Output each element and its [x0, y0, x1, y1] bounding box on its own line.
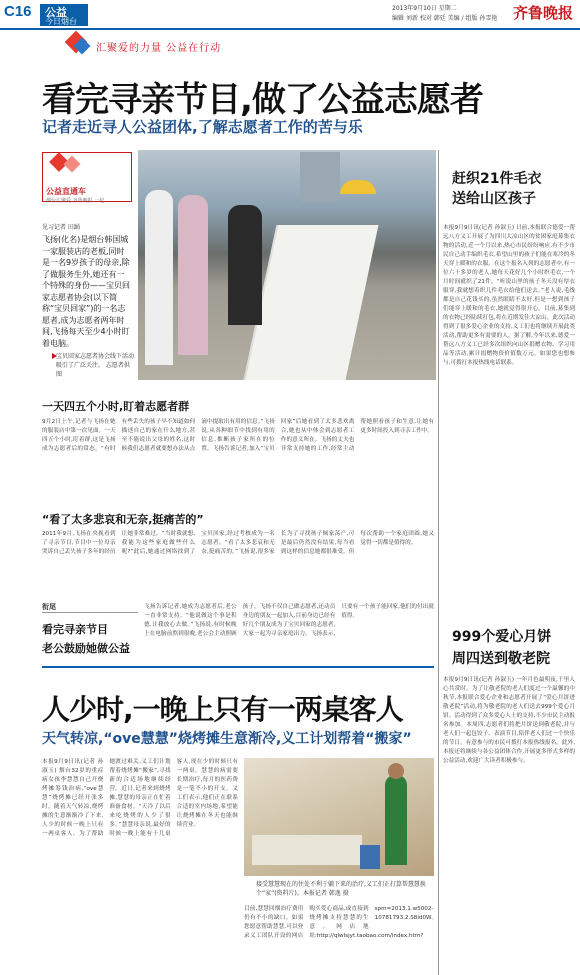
second-subheadline: 天气转凉,“ove慧慧”烧烤摊生意渐冷,义工计划帮着“搬家” — [42, 731, 412, 747]
column-divider — [438, 150, 439, 975]
right-headline: 周四送到敬老院 — [452, 651, 550, 667]
right-article-body: 本报9月9日讯(记者 孙淑玉) 日前,本报联合德爱一帮远八方义工开展了为四川大凉山区的贫困家庭募集衣物的活动,近一个月以来,热心市民纷纷响应,有不少市民自己动手编织毛衣,希望山里的孩子们能在寒冷的冬天穿上暖和的衣服。在这个报名入列的志愿者中,有一位六十多岁的老人,她每天花好几个小时织毛衣,一个月时间就织了21件。“听说山里的孩子冬天没有厚衣服穿,我就想着织几件毛衣给他们送去。”老人说,毛线都是自己花钱买的,虽然眼睛不太好,但是一想到孩子们能穿上暖和的毛衣,她就觉得很开心。目前,募集到的衣物已经陆续打包,将在近期发往大凉山。此次活动得到了很多爱心企业的支持,义工们也将继续开展此类活动,帮助更多有需要的人。据了解,今年以来,德爱一帮远八方义工已经多次组织向山区捐赠衣物、学习用品等活动,累计捐赠物资价值数万元。如果您也想参与,可拨打本报热线电话联系。 — [443, 225, 575, 366]
right-article-body: 本报9月9日讯(记者 孙淑玉) 一年月色最明夜,千里人心共赏时。为了让敬老院的老人们度过一个温馨的中秋节,本报联合爱心企业和志愿者开展了“爱心月饼进敬老院”活动,将为敬老院的老人们送去999个爱心月饼。活动得到了众多爱心人士的支持,不少市民主动报名参加。本周四,志愿者们将把月饼送到敬老院,并与老人们一起包饺子、表演节目,陪伴老人们过一个快乐的节日。有意参与的市民可拨打本报热线报名。此外,本报还将继续与各公益团体合作,开展更多形式多样的公益活动,欢迎广大读者积极参与。 — [443, 677, 575, 764]
section-title: 公益 — [45, 6, 67, 19]
story-divider — [42, 666, 434, 668]
lead-paragraph: 飞扬(化名)是烟台韩国城一家服装店的老板,同时是一名9岁孩子的母亲,除了做服务生外,她还有一个特殊的身份——宝贝回家志愿者协会(以下简称“宝贝回家”)的一名志愿者,成为志愿者两年时间,飞扬每天至少4小时盯着电脑。 — [42, 235, 130, 348]
photo-building — [300, 152, 340, 202]
section-heading: 一天四五个小时,盯着志愿者群 — [42, 400, 190, 413]
photo-person — [178, 195, 208, 355]
article-body: 2011年9月,飞扬在央视看到了寻亲节目,节目中一位母亲哭诉自己丢失孩子多年的经历让她非常难过。“当时我就想,我能为这些家庭做些什么呢?”此后,她通过网络找到了宝贝回家,经过考核成为一名志愿者。“看了太多悲哀和无奈,挺痛苦的。”飞扬说,很多家长为了寻找孩子倾家荡产,可是最后仍然没有结果,每当看到这样的信息她都很难受。但每次帮助一个家庭团圆,她又觉得一切都是值得的。 — [42, 531, 434, 555]
photo-caption: 宝贝回家志愿者协会线下活动吸引了广泛关注。 志愿者供图 — [56, 353, 135, 378]
editor-credits: 编辑 刘新 校对 韩廷 美编 / 组版 孙雪艳 — [392, 15, 498, 22]
second-headline: 人少时,一晚上只有一两桌客人 — [42, 693, 403, 726]
photo-caption: 接受慧慧现在的住处不利于躺下来的治疗,义工们正打算帮慧慧换个“家”(资料片)。本报记者 韩逸 摄 — [256, 881, 426, 897]
sidebar-headline: 看完寻亲节目 — [42, 623, 108, 636]
article-body: 9月2日上午,记者与飞扬在她的服装店中第一次见面。一天四五个小时,盯着群,这是飞扬成为志愿者后的常态。“有时有些丢失的孩子早不知道如何描述自己的家在什么地方,甚至不能说出父母的姓名,这时候我们志愿者就要想办法从点滴中提取出有用的信息。”飞扬说,从各种细节中找到有用的信息,推断孩子家所在的位置。飞扬告诉记者,加入“宝贝回家”后她看到了太多悲欢离合,她也从中体会到志愿者工作的意义所在。飞扬的丈夫也非常支持她的工作,经常主动帮她照看孩子和生意,让她有更多时间投入到寻亲工作中。 — [42, 419, 434, 452]
charity-logo-title: 公益直通车 — [46, 187, 86, 196]
section-heading: “看了太多悲哀和无奈,挺痛苦的” — [42, 513, 204, 526]
photo-child — [385, 775, 407, 865]
sidebar-tag: 衔尾 — [42, 603, 56, 611]
photo-bucket — [360, 845, 380, 869]
column-banner: 汇聚爱的力量 公益在行动 — [96, 43, 222, 54]
charity-logo-subtitle: 烟台汇聚爱 齐鲁晚报 一起 — [46, 198, 105, 204]
photo-bed — [252, 835, 362, 865]
photo-child-head — [388, 763, 404, 779]
page-number: C16 — [4, 3, 32, 20]
article-body: 目前,慧慧回烟治疗费用仍有不小的缺口。如果您愿意帮助慧慧,可以登录义工团队开设的网店购买爱心商品,或直接到烧烤摊支持慧慧的生意。网店地址:http://qlwlsjyt.taobao.com/index.htm?spm=2013.1.w5002-10781793.2.S8id0W。 — [244, 906, 438, 939]
photo-person — [228, 205, 262, 325]
main-headline: 看完寻亲节目,做了公益志愿者 — [42, 80, 483, 120]
section-subtitle: 今日烟台 — [45, 17, 77, 26]
main-subheadline: 记者走近寻人公益团体,了解志愿者工作的苦与乐 — [42, 118, 363, 136]
photo-umbrella — [340, 180, 376, 194]
article-body: 本报9月9日讯(记者 孙淑玉) 烟台32岁的重症病女孩李慧慧自己开烧烤摊筹钱治病,“ove慧慧”烧烤摊已经开张多时。随着天气转凉,烧烤摊的生意渐渐冷了下来,人少的时候一晚上只有一两桌客人。为了帮助她渡过难关,义工们计划帮着烧烤摊“搬家”,寻找新的合适场地继续经营。近日,记者来到烧烤摊,慧慧的母亲正在忙着准备食材。“天冷了以后来吃烧烤的人少了很多。”慧慧母亲说,最好的时候一晚上能有十几桌客人,现在少的时候只有一两桌。慧慧的病需要长期治疗,每月的医药费是一笔不小的开支。义工们表示,他们正在联系合适的室内场地,希望能让烧烤摊在冬天也能继续营业。 — [42, 759, 238, 837]
byline: 见习记者 田踊 — [42, 224, 80, 231]
newspaper-logo: 齐鲁晚报 — [513, 4, 574, 22]
sidebar-body: 飞扬告诉记者,她成为志愿者后,老公一直非常支持。“他说做这个事是积德,让我放心去做。”飞扬说,有时候晚上在电脑前熬到很晚,老公会主动照顾孩子。飞扬不仅自己做志愿者,还动员身边的朋友一起加入,目前身边已经有好几个朋友成为了宝贝回家的志愿者,大家一起为寻亲家庭出力。飞扬表示,只要有一个孩子能回家,他们的付出就值得。 — [144, 604, 434, 637]
header-rule — [0, 28, 580, 30]
photo-person — [145, 190, 173, 365]
right-headline: 送给山区孩子 — [452, 191, 536, 207]
sidebar-rule — [42, 612, 138, 613]
right-headline: 赶织21件毛衣 — [452, 171, 542, 187]
right-headline: 999个爱心月饼 — [452, 629, 552, 645]
issue-date: 2013年9月10日 星期二 — [392, 5, 457, 12]
sidebar-headline: 老公鼓励她做公益 — [42, 642, 130, 655]
